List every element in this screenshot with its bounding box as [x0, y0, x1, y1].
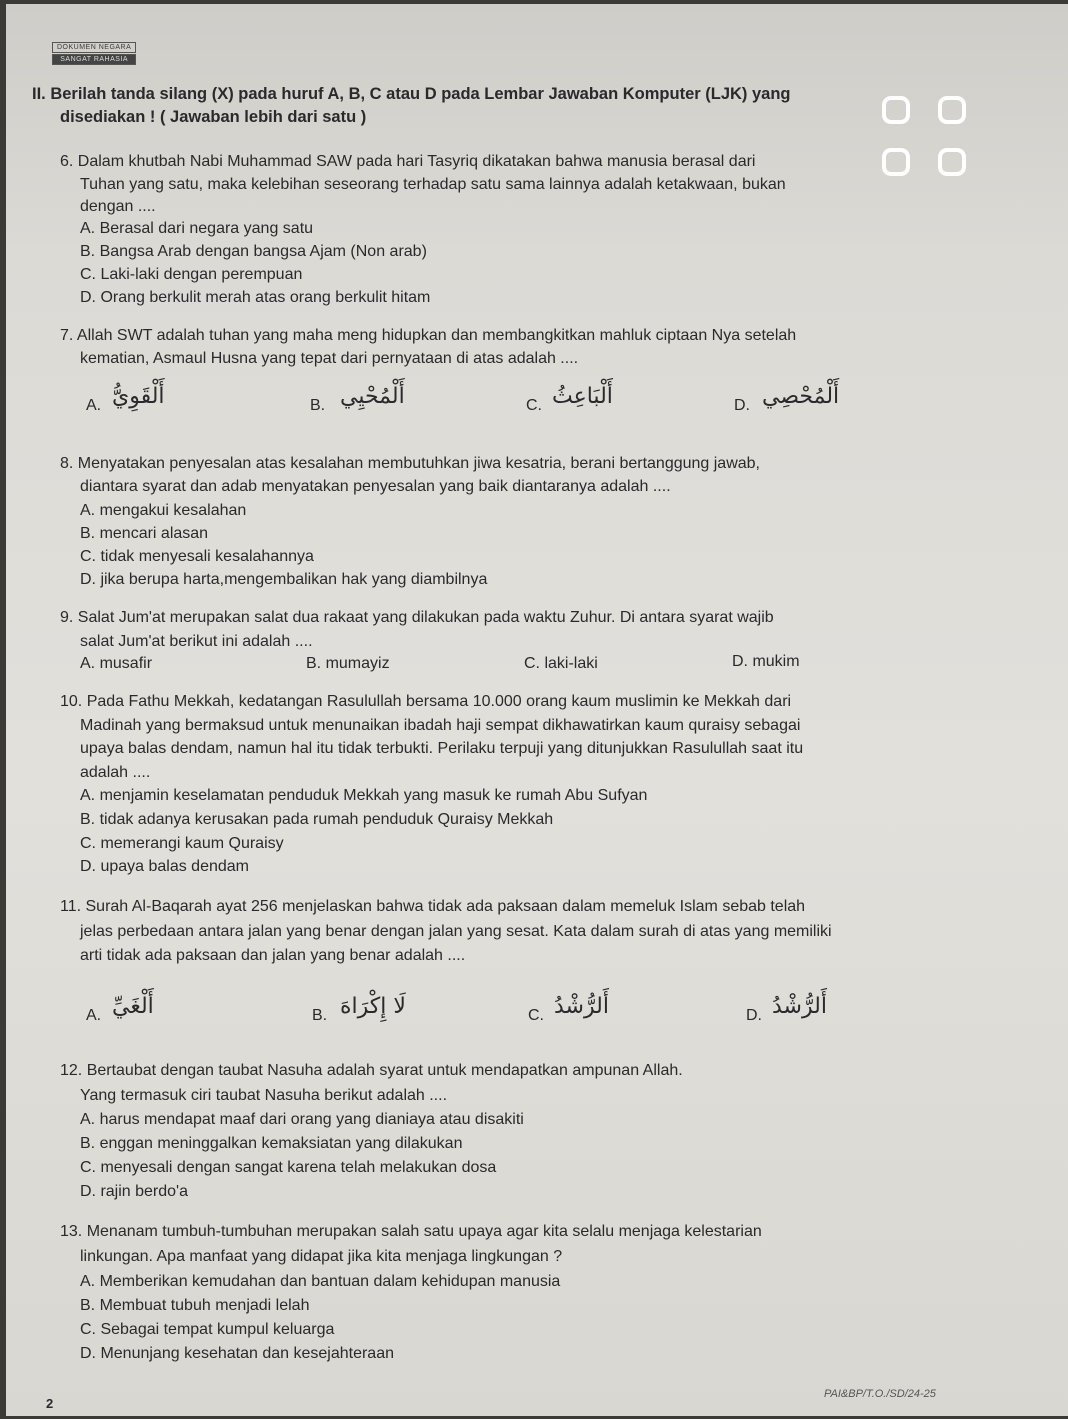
question-8-line-2: diantara syarat dan adab menyatakan penyesalan yang baik diantaranya adalah ....	[80, 478, 671, 495]
question-9-option-c[interactable]: C. laki-laki	[524, 655, 598, 672]
question-11-line-1: 11. Surah Al-Baqarah ayat 256 menjelaskan bahwa tidak ada paksaan dalam memeluk Islam sebab telah	[60, 898, 806, 915]
question-12-option-d[interactable]: D. rajin berdo'a	[80, 1183, 188, 1200]
question-9-option-d[interactable]: D. mukim	[732, 653, 800, 670]
question-10-option-b[interactable]: B. tidak adanya kerusakan pada rumah penduduk Quraisy Mekkah	[80, 811, 554, 828]
question-7-option-d-label[interactable]: D.	[734, 397, 750, 414]
question-13-option-b[interactable]: B. Membuat tubuh menjadi lelah	[80, 1297, 310, 1314]
question-11-option-b-arabic: لَا إِكْرَاهَ	[340, 994, 406, 1019]
question-12-option-b[interactable]: B. enggan meninggalkan kemaksiatan yang dilakukan	[80, 1135, 463, 1152]
question-10-line-1: 10. Pada Fathu Mekkah, kedatangan Rasulullah bersama 10.000 orang kaum muslimin ke Mekkah dari	[60, 693, 792, 710]
overlay-square-icon-2[interactable]	[938, 96, 966, 124]
question-13-option-c[interactable]: C. Sebagai tempat kumpul keluarga	[80, 1321, 335, 1338]
question-13-option-a[interactable]: A. Memberikan kemudahan dan bantuan dalam kehidupan manusia	[80, 1273, 561, 1290]
question-11-option-c-arabic: أَلرُّشْدُ	[554, 994, 609, 1019]
question-6-line-2: Tuhan yang satu, maka kelebihan seseorang terhadap satu sama lainnya adalah ketakwaan, bukan	[80, 176, 786, 193]
question-6-option-c[interactable]: C. Laki-laki dengan perempuan	[80, 266, 303, 283]
question-12-line-1: 12. Bertaubat dengan taubat Nasuha adalah syarat untuk mendapatkan ampunan Allah.	[60, 1062, 683, 1079]
question-9-line-2: salat Jum'at berikut ini adalah ....	[80, 633, 313, 650]
question-7-option-c-label[interactable]: C.	[526, 397, 542, 414]
question-7-option-b-label[interactable]: B.	[310, 397, 326, 414]
instruction-line-2: disediakan ! ( Jawaban lebih dari satu )	[60, 108, 367, 126]
question-6-option-a[interactable]: A. Berasal dari negara yang satu	[80, 220, 314, 237]
document-stamp	[52, 42, 136, 66]
question-10-option-d[interactable]: D. upaya balas dendam	[80, 858, 249, 875]
stamp-line-2: SANGAT RAHASIA	[52, 54, 136, 65]
exam-paper	[6, 4, 1068, 1416]
question-6-option-d[interactable]: D. Orang berkulit merah atas orang berkulit hitam	[80, 289, 431, 306]
question-11-line-3: arti tidak ada paksaan dan jalan yang benar adalah ....	[80, 947, 466, 964]
question-10-line-4: adalah ....	[80, 764, 151, 781]
overlay-square-icon-4[interactable]	[938, 148, 966, 176]
document-code: PAI&BP/T.O./SD/24-25	[824, 1388, 936, 1400]
question-7-option-a-arabic: أَلْقَوِيُّ	[112, 384, 165, 409]
question-13-option-d[interactable]: D. Menunjang kesehatan dan kesejahteraan	[80, 1345, 394, 1362]
question-12-option-a[interactable]: A. harus mendapat maaf dari orang yang dianiaya atau disakiti	[80, 1111, 524, 1128]
question-8-line-1: 8. Menyatakan penyesalan atas kesalahan membutuhkan jiwa kesatria, berani bertanggung jawab,	[60, 455, 760, 472]
page-number: 2	[46, 1396, 54, 1411]
question-9-option-a[interactable]: A. musafir	[80, 655, 153, 672]
question-7-line-2: kematian, Asmaul Husna yang tepat dari pernyataan di atas adalah ....	[80, 350, 579, 367]
question-7-option-c-arabic: أَلْبَاعِثُ	[552, 384, 613, 409]
instruction-line-1: II. Berilah tanda silang (X) pada huruf A, B, C atau D pada Lembar Jawaban Komputer (LJK) yang	[32, 85, 791, 103]
question-8-option-c[interactable]: C. tidak menyesali kesalahannya	[80, 548, 314, 565]
question-13-line-1: 13. Menanam tumbuh-tumbuhan merupakan salah satu upaya agar kita selalu menjaga kelestarian	[60, 1223, 762, 1240]
question-11-option-d-label[interactable]: D.	[746, 1007, 762, 1024]
overlay-square-icon-1[interactable]	[882, 96, 910, 124]
question-11-option-b-label[interactable]: B.	[312, 1007, 328, 1024]
question-11-option-a-arabic: أَلْغَيِّ	[112, 994, 154, 1019]
question-6-line-1: 6. Dalam khutbah Nabi Muhammad SAW pada hari Tasyriq dikatakan bahwa manusia berasal dari	[60, 153, 756, 170]
question-12-line-2: Yang termasuk ciri taubat Nasuha berikut adalah ....	[80, 1087, 448, 1104]
question-9-option-b[interactable]: B. mumayiz	[306, 655, 390, 672]
question-10-line-2: Madinah yang bermaksud untuk menunaikan ibadah haji sempat dikhawatirkan kaum quraisy sebagai	[80, 717, 801, 734]
stamp-line-1: DOKUMEN NEGARA	[52, 42, 136, 53]
question-8-option-d[interactable]: D. jika berupa harta,mengembalikan hak yang diambilnya	[80, 571, 488, 588]
question-7-option-a-label[interactable]: A.	[86, 397, 102, 414]
question-6-line-3: dengan ....	[80, 198, 156, 215]
question-10-option-c[interactable]: C. memerangi kaum Quraisy	[80, 835, 284, 852]
overlay-square-icon-3[interactable]	[882, 148, 910, 176]
question-13-line-2: linkungan. Apa manfaat yang didapat jika kita menjaga lingkungan ?	[80, 1248, 563, 1265]
question-11-option-d-arabic: أَلرُّشْدُ	[772, 994, 827, 1019]
question-7-option-b-arabic: أَلْمُحْيِي	[340, 384, 405, 409]
question-8-option-b[interactable]: B. mencari alasan	[80, 525, 209, 542]
question-7-line-1: 7. Allah SWT adalah tuhan yang maha meng hidupkan dan membangkitkan mahluk ciptaan Nya setelah	[60, 327, 797, 344]
question-6-option-b[interactable]: B. Bangsa Arab dengan bangsa Ajam (Non arab)	[80, 243, 427, 260]
question-9-line-1: 9. Salat Jum'at merupakan salat dua rakaat yang dilakukan pada waktu Zuhur. Di antara syarat wajib	[60, 609, 774, 626]
question-11-option-a-label[interactable]: A.	[86, 1007, 102, 1024]
question-8-option-a[interactable]: A. mengakui kesalahan	[80, 502, 247, 519]
question-7-option-d-arabic: أَلْمُحْصِي	[762, 384, 840, 409]
question-10-line-3: upaya balas dendam, namun hal itu tidak terbukti. Perilaku terpuji yang ditunjukkan Rasulullah saat itu	[80, 740, 804, 757]
question-10-option-a[interactable]: A. menjamin keselamatan penduduk Mekkah yang masuk ke rumah Abu Sufyan	[80, 787, 648, 804]
question-11-line-2: jelas perbedaan antara jalan yang benar dengan jalan yang sesat. Kata dalam surah di atas yang memiliki	[80, 923, 832, 940]
question-11-option-c-label[interactable]: C.	[528, 1007, 544, 1024]
question-12-option-c[interactable]: C. menyesali dengan sangat karena telah melakukan dosa	[80, 1159, 497, 1176]
